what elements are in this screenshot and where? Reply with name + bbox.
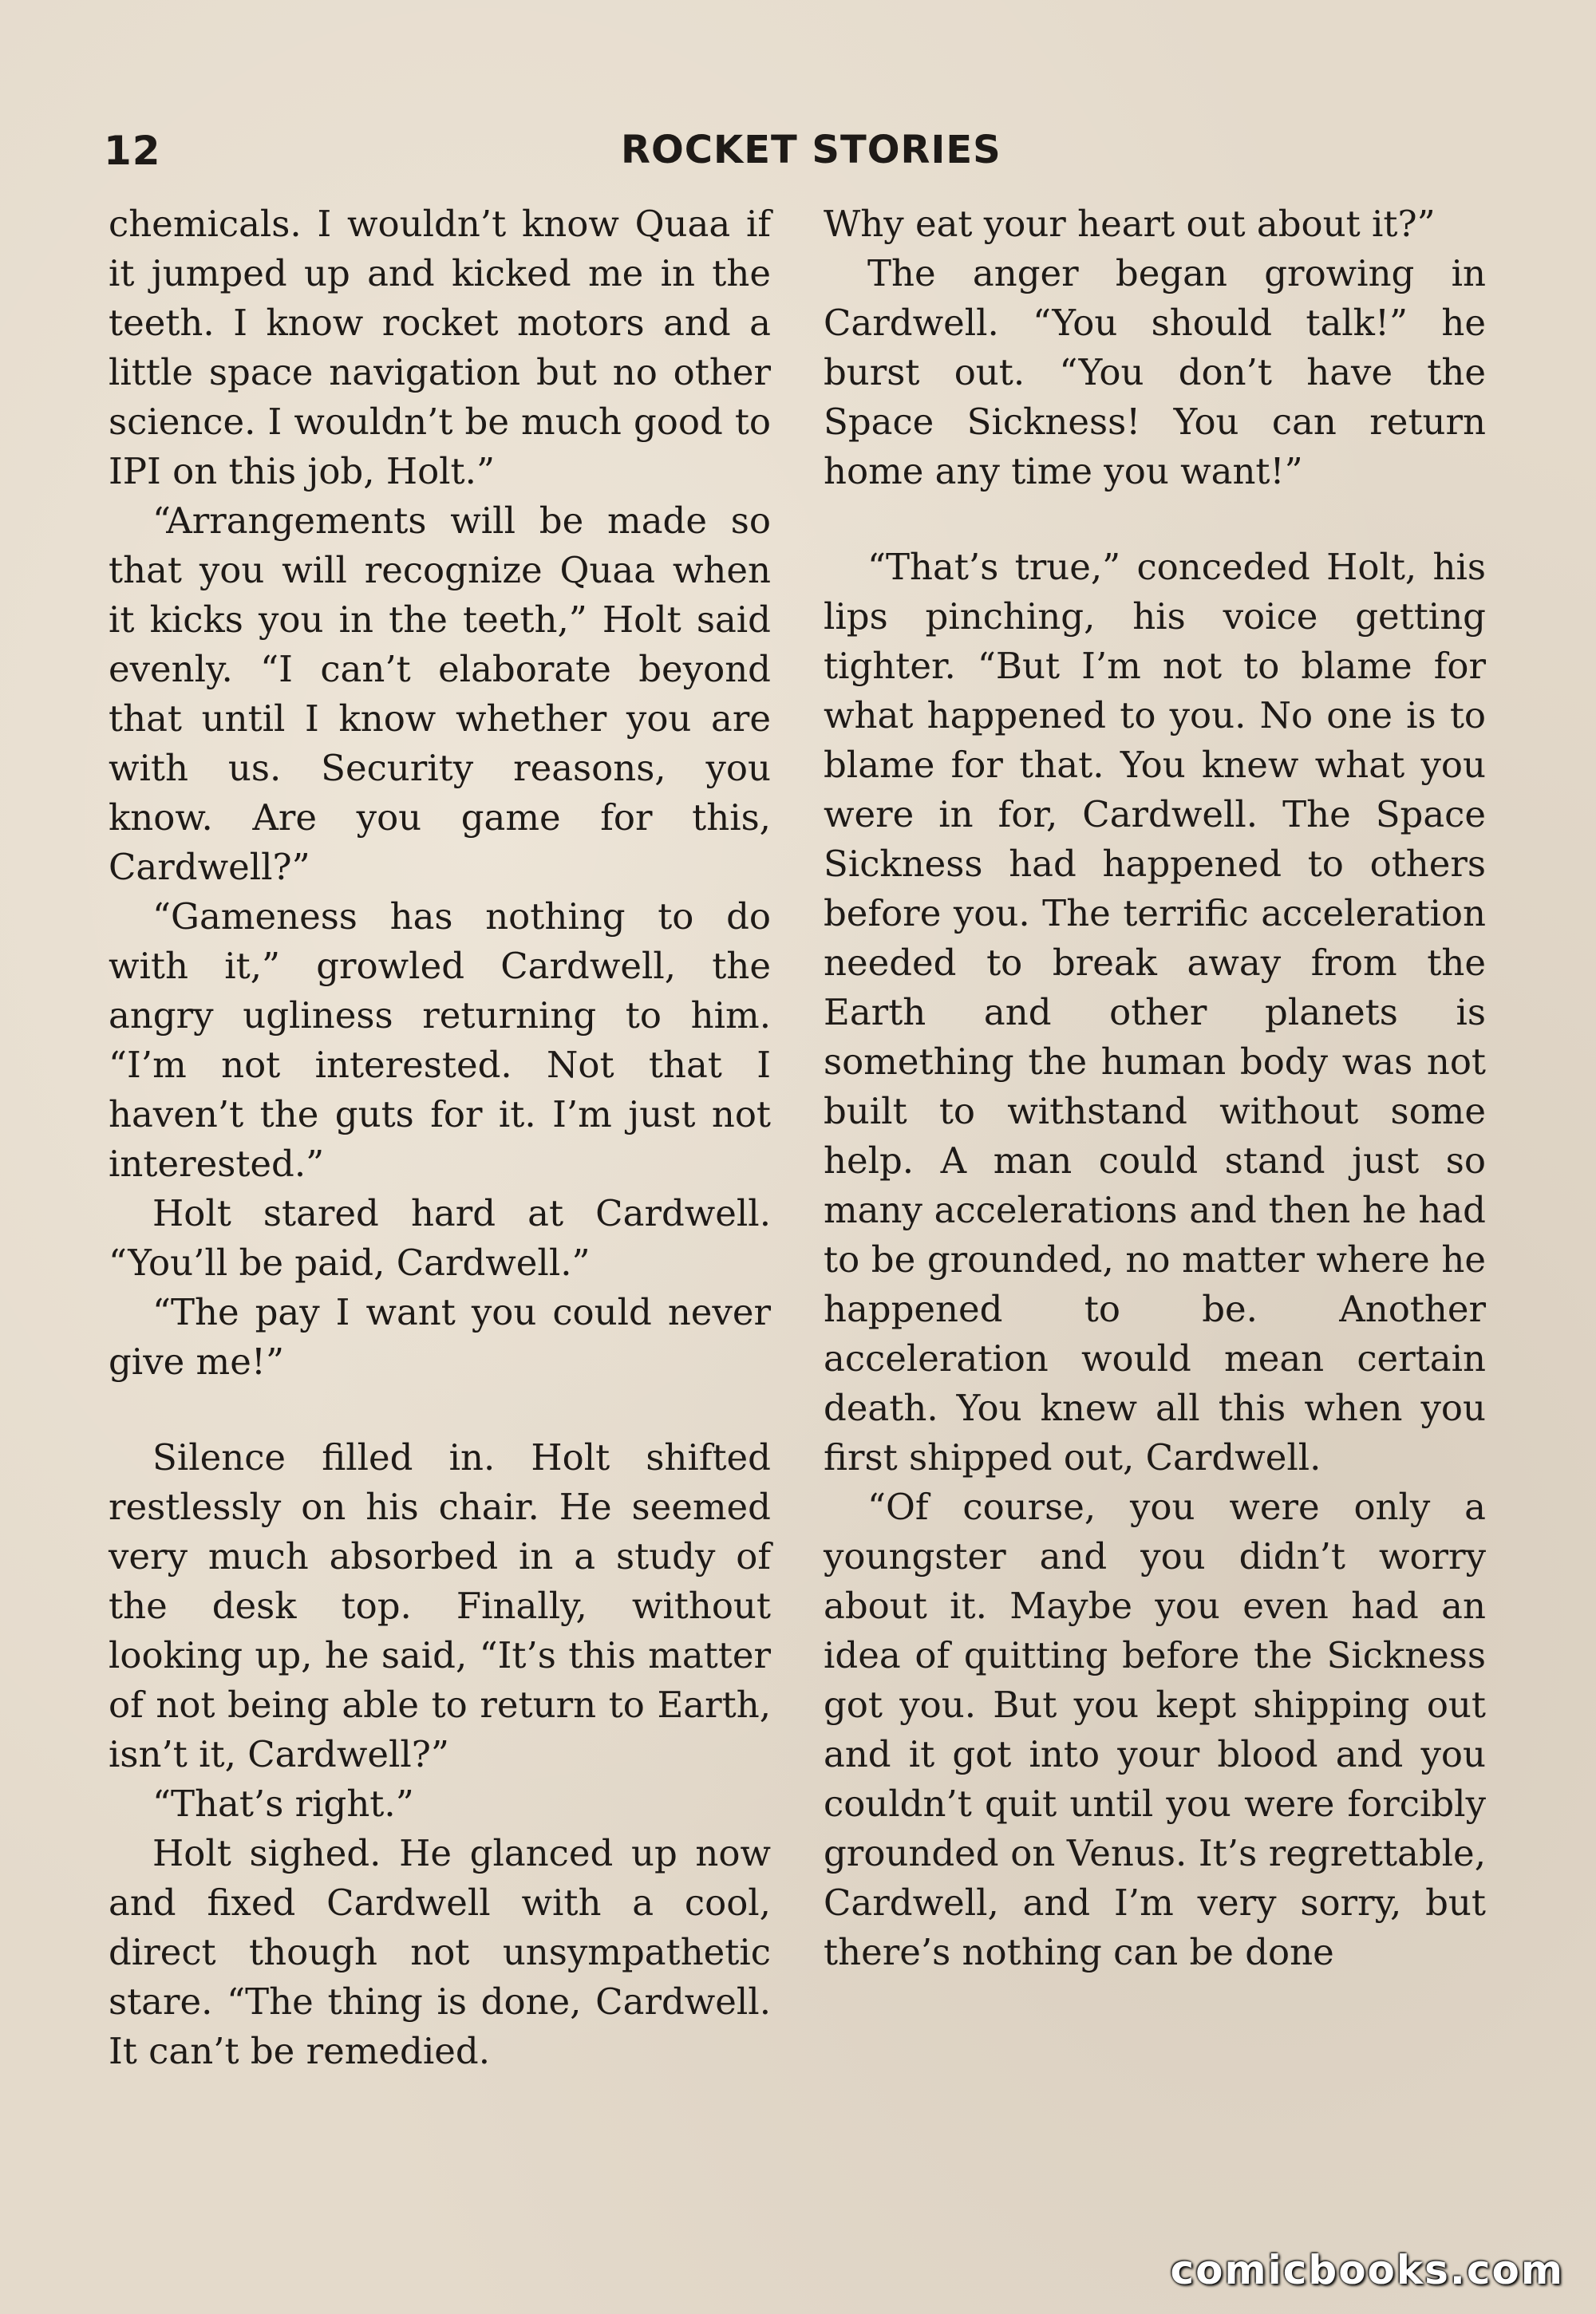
paragraph: The anger began growing in Cardwell. “You should talk!” he burst out. “You don’t have the Space Sickness! You can return home any time you want!”	[824, 252, 1486, 492]
right-column	[824, 199, 1486, 1977]
running-title: ROCKET STORIES	[621, 128, 1001, 172]
paragraph: “Of course, you were only a youngster and you didn’t worry about it. Maybe you even had an idea of quitting before the Sickness got you. But you kept shipping out and it got into your blood and you couldn’t quit until you were forcibly grounded on Venus. It’s regrettable, Cardwell, and I’m very sorry, but there’s nothing can be done	[824, 1486, 1486, 1973]
paragraph: “That’s true,” conceded Holt, his lips pinching, his voice getting tighter. “But I’m not to blame for what happened to you. No one is to blame for that. You knew what you were in for, Cardwell. The Space Sickness had happened to others before you. The terrific acceleration needed to break away from the Earth and other planets is something the human body was not built to withstand without some help. A man could stand just so many accelerations and then he had to be grounded, no matter where he happened to be. Another acceleration would mean certain death. You knew all this when you first shipped out, Cardwell.	[824, 546, 1486, 1479]
paragraph: chemicals. I wouldn’t know Quaa if it jumped up and kicked me in the teeth. I know rocket motors and a little space navigation but no other science. I wouldn’t be much good to IPI on this job, Holt.”	[109, 203, 771, 492]
paragraph: “That’s right.”	[152, 1783, 414, 1825]
paragraph: “Gameness has nothing to do with it,” growled Cardwell, the angry ugliness returning to him. “I’m not interested. Not that I haven’t the guts for it. I’m just not interested.”	[109, 895, 771, 1185]
paragraph: Silence filled in. Holt shifted restlessly on his chair. He seemed very much absorbed in a study of the desk top. Finally, without looking up, he said, “It’s this matter of not being able to return to Earth, isn’t it, Cardwell?”	[109, 1436, 771, 1775]
page-header	[104, 128, 1484, 184]
paragraph: Why eat your heart out about it?”	[824, 203, 1436, 245]
paragraph: Holt sighed. He glanced up now and fixed Cardwell with a cool, direct though not unsympathetic stare. “The thing is done, Cardwell. It can’t be remedied.	[109, 1832, 771, 2072]
paragraph: Holt stared hard at Cardwell. “You’ll be paid, Cardwell.”	[109, 1192, 771, 1284]
section-break	[824, 496, 1486, 543]
left-column	[109, 199, 771, 2076]
page-number: 12	[104, 128, 161, 174]
section-break	[109, 1387, 771, 1433]
watermark-text: comicbooks.com	[1170, 2247, 1564, 2293]
paragraph: “Arrangements will be made so that you will recognize Quaa when it kicks you in the teeth,” Holt said evenly. “I can’t elaborate beyond that until I know whether you are with us. Security reasons, you know. Are you game for this, Cardwell?”	[109, 500, 771, 888]
paragraph: “The pay I want you could never give me!”	[109, 1291, 771, 1383]
